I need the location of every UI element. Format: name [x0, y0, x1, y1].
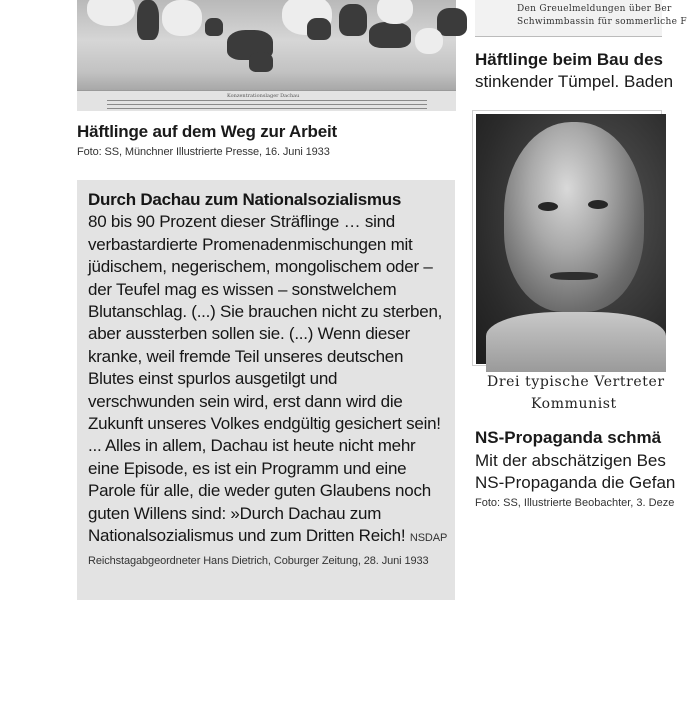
- right-top-caption-text: stinkender Tümpel. Baden: [475, 72, 674, 91]
- quote-text-block: [88, 189, 448, 570]
- fraktur-caption-line-1: Drei typische Vertreter: [487, 374, 665, 390]
- right-portrait-text-line-2: NS-Propaganda die Gefan: [475, 473, 676, 492]
- strip-title: Konzentrationslager Dachau: [227, 93, 300, 99]
- right-portrait-text-line-1: Mit der abschätzigen Bes: [475, 451, 666, 470]
- portrait-photo: [472, 110, 662, 366]
- portrait-image: [476, 114, 666, 364]
- right-portrait-caption-title: NS-Propaganda schmä: [475, 428, 662, 447]
- newsprint-line-2: Schwimmbassin für sommerliche F: [517, 17, 687, 27]
- fraktur-caption-line-2: Kommunist: [531, 396, 617, 412]
- quote-title: Durch Dachau zum Nationalsozialismus: [88, 190, 402, 209]
- photo-scene: [77, 0, 456, 90]
- quote-source: NSDAP Reichstagabgeordneter Hans Dietrich, Coburger Zeitung, 28. Juni 1933: [88, 532, 448, 567]
- newsprint-clipping: [475, 0, 687, 37]
- newsprint-line-1: Den Greuelmeldungen über Ber: [517, 4, 672, 14]
- photo-caption-strip: [77, 90, 456, 111]
- prisoners-photo: [77, 0, 456, 110]
- quote-body: 80 bis 90 Prozent dieser Sträflinge … sind verbastardierte Promenadenmischungen mit jüdischem, negerischem, mongolischem oder – der Teufel mag es wissen – sonstwelchem Blutanschlag. (...) Sie brauchen nicht zu sterben, aber aussterben sollen sie. (...) Wenn dieser kranke, weil fremde Teil unseres deutschen Blutes einst spurlos ausgetilgt und verschwunden sein wird, erst dann wird die Zukunft unseres Volkes endgültig gesichert sein! ... Alles in allem, Dachau ist heute nicht mehr eine Episode, es ist ein Programm und eine Parole für alle, die weder guten Glaubens noch guten Willens sind: »Durch Dachau zum Nationalsozialismus und zum Dritten Reich!: [88, 212, 443, 546]
- quote-box: [77, 180, 455, 600]
- right-top-caption-title: Häftlinge beim Bau des: [475, 50, 663, 69]
- left-photo-credit: Foto: SS, Münchner Illustrierte Presse, 16. Juni 1933: [77, 146, 330, 158]
- left-caption-title: Häftlinge auf dem Weg zur Arbeit: [77, 122, 337, 141]
- right-portrait-credit: Foto: SS, Illustrierte Beobachter, 3. Deze: [475, 497, 675, 509]
